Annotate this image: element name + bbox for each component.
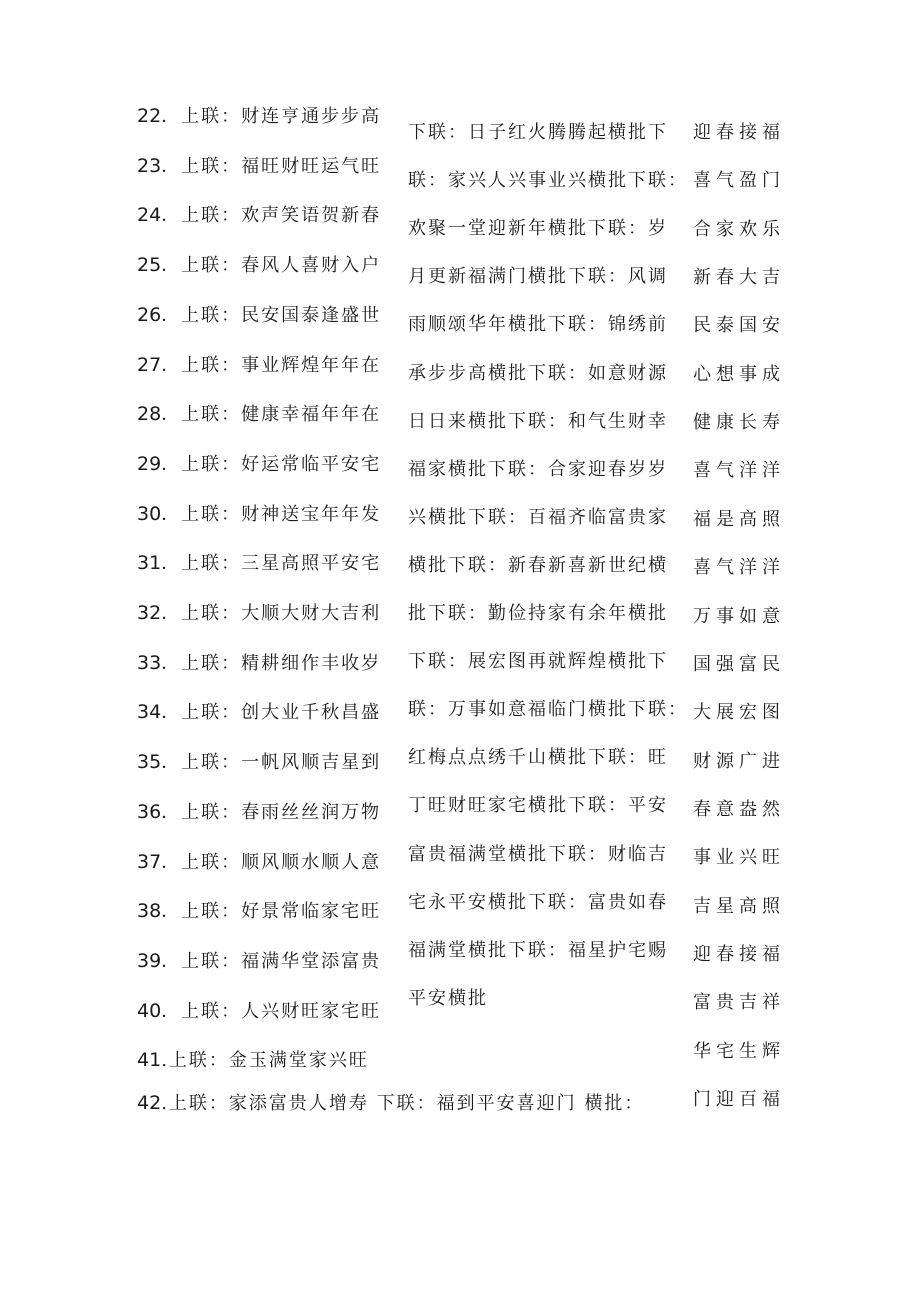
entry-text: ．上联：顺风顺水顺人意	[161, 851, 382, 873]
upper-couplet-line	[137, 449, 381, 479]
horizontal-scroll-line: 喜气盈门	[693, 170, 785, 192]
horizontal-scroll-line: 喜气洋洋	[693, 460, 785, 482]
lower-couplet-line: 批下联：勤俭持家有余年横批	[408, 603, 668, 624]
entry-number: 25	[137, 254, 162, 277]
horizontal-scroll-line: 合家欢乐	[693, 218, 785, 240]
lower-couplet-line: 承步步高横批下联：如意财源	[408, 362, 668, 384]
horizontal-scroll-line: 心想事成	[693, 363, 785, 385]
horizontal-scroll-line: 福是高照	[693, 508, 785, 530]
entry-text: ．上联：精耕细作丰收岁	[161, 652, 382, 674]
upper-couplet-line	[137, 847, 381, 877]
entry-number: 40	[137, 999, 162, 1022]
horizontal-scroll-line: 富贵吉祥	[693, 992, 785, 1014]
entry-number: 29	[137, 452, 162, 475]
entry-text: ．上联：好景常临家宅旺	[161, 901, 382, 923]
horizontal-scroll-line: 新春大吉	[693, 267, 785, 289]
upper-couplet-line	[137, 1045, 369, 1075]
entry-text: ．上联：创大业千秋昌盛	[161, 702, 382, 724]
entry-number: 30	[137, 502, 162, 525]
entry-number: 35	[137, 751, 162, 774]
upper-couplet-line	[137, 548, 381, 578]
entry-text: ．上联：财神送宝年年发	[161, 503, 382, 525]
upper-couplet-line	[137, 747, 381, 777]
lower-couplet-line: 横批下联：新春新喜新世纪横	[408, 554, 668, 576]
horizontal-scroll-line: 门迎百福	[693, 1089, 785, 1110]
horizontal-scroll-line: 春意盎然	[693, 798, 785, 820]
upper-couplet-line	[137, 598, 381, 628]
lower-couplet-line: 欢聚一堂迎新年横批下联：岁	[408, 218, 668, 240]
horizontal-scroll-line: 国强富民	[693, 653, 785, 675]
horizontal-scroll-line: 万事如意	[693, 605, 785, 627]
lower-couplet-line: 富贵福满堂横批下联：财临吉	[408, 843, 668, 865]
upper-couplet-line	[137, 499, 381, 529]
entry-text: ．上联：春风人喜财入户	[161, 255, 382, 277]
horizontal-scroll-line: 事业兴旺	[693, 847, 785, 869]
horizontal-scroll-line: 民泰国安	[693, 315, 785, 337]
upper-couplet-line	[137, 350, 381, 380]
entry-number: 38	[137, 900, 162, 923]
entry-text: ．上联：三星高照平安宅	[161, 553, 382, 575]
upper-couplet-line	[137, 250, 381, 280]
entry-number: 37	[137, 850, 162, 873]
entry-number: 23	[137, 154, 162, 177]
upper-couplet-line	[137, 200, 381, 230]
horizontal-scroll-line: 迎春接福	[693, 122, 785, 143]
entry-text: ．上联：福满华堂添富贵	[161, 950, 382, 972]
entry-number: 28	[137, 403, 162, 426]
entry-text: ．上联：春雨丝丝润万物	[161, 801, 382, 823]
lower-couplet-line: 雨顺颂华年横批下联：锦绣前	[408, 314, 668, 336]
entry-number: 32	[137, 602, 162, 624]
entry-text: ．上联：欢声笑语贺新春	[161, 205, 382, 227]
entry-text: ．上联：福旺财旺运气旺	[161, 155, 382, 177]
lower-couplet-line: 下联：日子红火腾腾起横批下	[408, 122, 668, 143]
upper-couplet-line	[137, 101, 381, 131]
upper-couplet-line	[137, 946, 381, 976]
lower-couplet-line: 联：家兴人兴事业兴横批下联：	[408, 170, 688, 192]
horizontal-scroll-line: 大展宏图	[693, 702, 785, 724]
lower-couplet-line: 日日来横批下联：和气生财幸	[408, 410, 668, 432]
entry-number: 27	[137, 353, 162, 376]
lower-couplet-line: 兴横批下联：百福齐临富贵家	[408, 506, 668, 528]
entry-number: 24	[137, 204, 162, 227]
couplet-entry-42	[137, 1088, 644, 1118]
upper-couplet-line	[137, 399, 381, 429]
entry-number: 26	[137, 303, 162, 326]
entry-text: .上联：金玉满堂家兴旺	[161, 1050, 369, 1072]
entry-text: ．上联：事业辉煌年年在	[161, 354, 382, 376]
upper-couplet-line	[137, 797, 381, 827]
entry-text: ．上联：健康幸福年年在	[161, 404, 382, 426]
horizontal-scroll-line: 财源广进	[693, 750, 785, 772]
entry-number: 31	[137, 552, 162, 575]
lower-couplet-line: 平安横批	[408, 987, 488, 1009]
lower-couplet-line: 下联：展宏图再就辉煌横批下	[408, 651, 668, 673]
entry-text: ．上联：财连亨通步步高	[161, 106, 382, 127]
entry-number: 22	[137, 105, 162, 127]
entry-text: ．上联：好运常临平安宅	[161, 453, 382, 475]
upper-couplet-line	[137, 300, 381, 330]
horizontal-scroll-line: 喜气洋洋	[693, 557, 785, 579]
entry-text: ．上联：民安国泰逢盛世	[161, 304, 382, 326]
entry-number: 33	[137, 651, 162, 674]
upper-couplet-line	[137, 648, 381, 678]
lower-couplet-line: 宅永平安横批下联：富贵如春	[408, 891, 668, 913]
entry-number: 34	[137, 701, 162, 724]
entry-text: .上联：家添富贵人增寿 下联：福到平安喜迎门 横批：	[161, 1093, 645, 1114]
upper-couplet-line	[137, 151, 381, 181]
entry-number: 36	[137, 800, 162, 823]
entry-text: ．上联：人兴财旺家宅旺	[161, 1000, 382, 1022]
lower-couplet-line: 月更新福满门横批下联：风调	[408, 266, 668, 288]
horizontal-scroll-line: 迎春接福	[693, 943, 785, 965]
entry-number: 41	[137, 1049, 162, 1072]
horizontal-scroll-line: 吉星高照	[693, 895, 785, 917]
lower-couplet-line: 福家横批下联：合家迎春岁岁	[408, 458, 668, 480]
upper-couplet-line	[137, 996, 381, 1026]
lower-couplet-line: 福满堂横批下联：福星护宅赐	[408, 939, 668, 961]
horizontal-scroll-line: 健康长寿	[693, 412, 785, 434]
upper-couplet-line	[137, 896, 381, 926]
entry-number: 39	[137, 949, 162, 972]
lower-couplet-line: 联：万事如意福临门横批下联：	[408, 699, 688, 721]
lower-couplet-line: 红梅点点绣千山横批下联：旺	[408, 747, 668, 769]
upper-couplet-line	[137, 697, 381, 727]
lower-couplet-line: 丁旺财旺家宅横批下联：平安	[408, 795, 668, 817]
horizontal-scroll-line: 华宅生辉	[693, 1040, 785, 1062]
entry-text: ．上联：一帆风顺吉星到	[161, 752, 382, 774]
entry-number: 42	[137, 1092, 162, 1114]
entry-text: ．上联：大顺大财大吉利	[161, 603, 382, 624]
